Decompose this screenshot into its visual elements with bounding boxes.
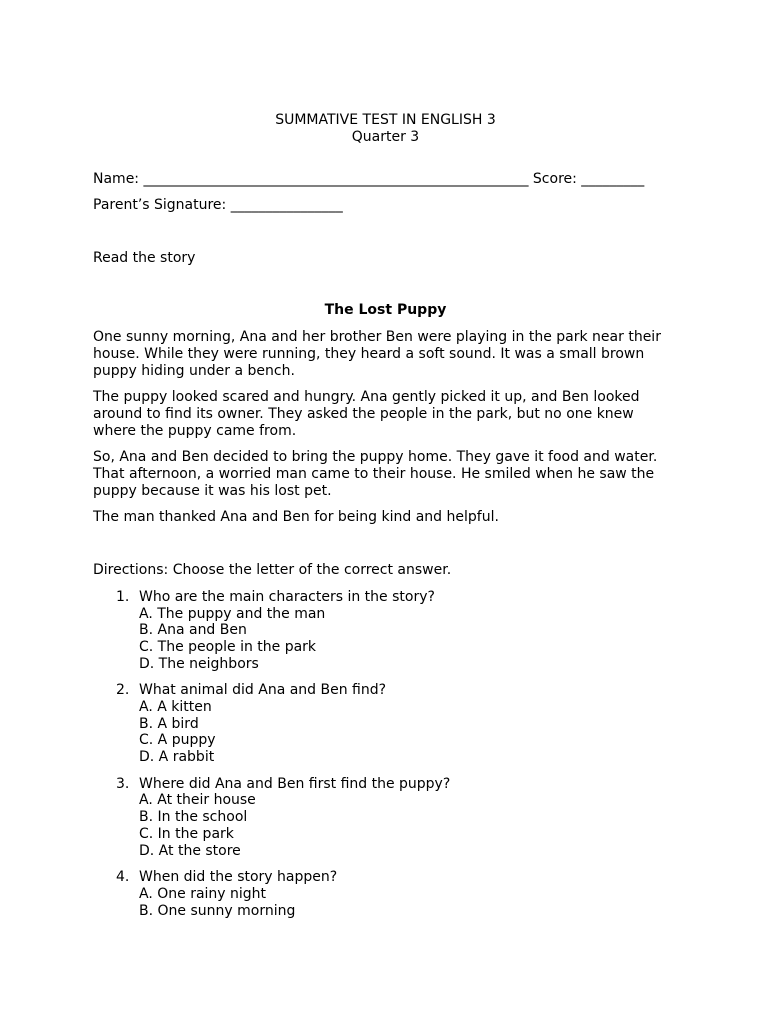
- answer-option: B. In the school: [139, 809, 248, 826]
- answer-option: D. The neighbors: [139, 655, 259, 672]
- header: [93, 112, 678, 145]
- question-text: What animal did Ana and Ben find?: [139, 682, 387, 699]
- question-number: 4.: [116, 869, 130, 886]
- question-number: 2.: [116, 682, 130, 699]
- question-number: 1.: [116, 588, 130, 605]
- answer-option: C. The people in the park: [139, 638, 317, 655]
- quarter-subtitle: Quarter 3: [351, 128, 420, 145]
- story-paragraph: One sunny morning, Ana and her brother Ben were playing in the park near their house. While they were running, they heard a soft sound. It was a small brown puppy hiding under a bench.: [93, 329, 661, 379]
- answer-option: D. A rabbit: [139, 749, 215, 766]
- story-paragraph: So, Ana and Ben decided to bring the puppy home. They gave it food and water. That afternoon, a worried man came to their house. He smiled when he saw the puppy because it was his lost pet.: [93, 449, 658, 499]
- parent-signature-line: Parent’s Signature: ________________: [93, 197, 343, 214]
- question-item: [93, 869, 678, 919]
- answer-option: C. A puppy: [139, 732, 216, 749]
- story-body: [93, 329, 678, 526]
- question-item: [93, 589, 678, 672]
- answer-option: A. One rainy night: [139, 885, 267, 902]
- answer-option: A. The puppy and the man: [139, 605, 326, 622]
- answer-option: B. One sunny morning: [139, 902, 296, 919]
- question-text: Where did Ana and Ben first find the puppy?: [139, 775, 451, 792]
- story-paragraph: The man thanked Ana and Ben for being kind and helpful.: [93, 509, 499, 526]
- answer-option: B. A bird: [139, 715, 199, 732]
- answer-option: A. A kitten: [139, 699, 212, 715]
- story-title: The Lost Puppy: [324, 302, 447, 319]
- answer-option: A. At their house: [139, 792, 256, 809]
- question-text: When did the story happen?: [139, 869, 338, 886]
- answer-option: D. At the store: [139, 842, 241, 859]
- question-text: Who are the main characters in the story?: [139, 588, 435, 605]
- document-page: [93, 112, 678, 929]
- name-score-line: Name: _______________________________________________________ Score: _________: [93, 171, 645, 188]
- question-number: 3.: [116, 775, 130, 792]
- story-paragraph: The puppy looked scared and hungry. Ana gently picked it up, and Ben looked around to find its owner. They asked the people in the park, but no one knew where the puppy came from.: [93, 389, 640, 439]
- question-item: [93, 776, 678, 859]
- test-title: SUMMATIVE TEST IN ENGLISH 3: [275, 112, 496, 128]
- answer-option: C. In the park: [139, 825, 234, 842]
- question-item: [93, 682, 678, 765]
- read-instruction: Read the story: [93, 249, 196, 266]
- question-list: [93, 589, 678, 919]
- directions: Directions: Choose the letter of the correct answer.: [93, 562, 452, 579]
- answer-option: B. Ana and Ben: [139, 622, 247, 639]
